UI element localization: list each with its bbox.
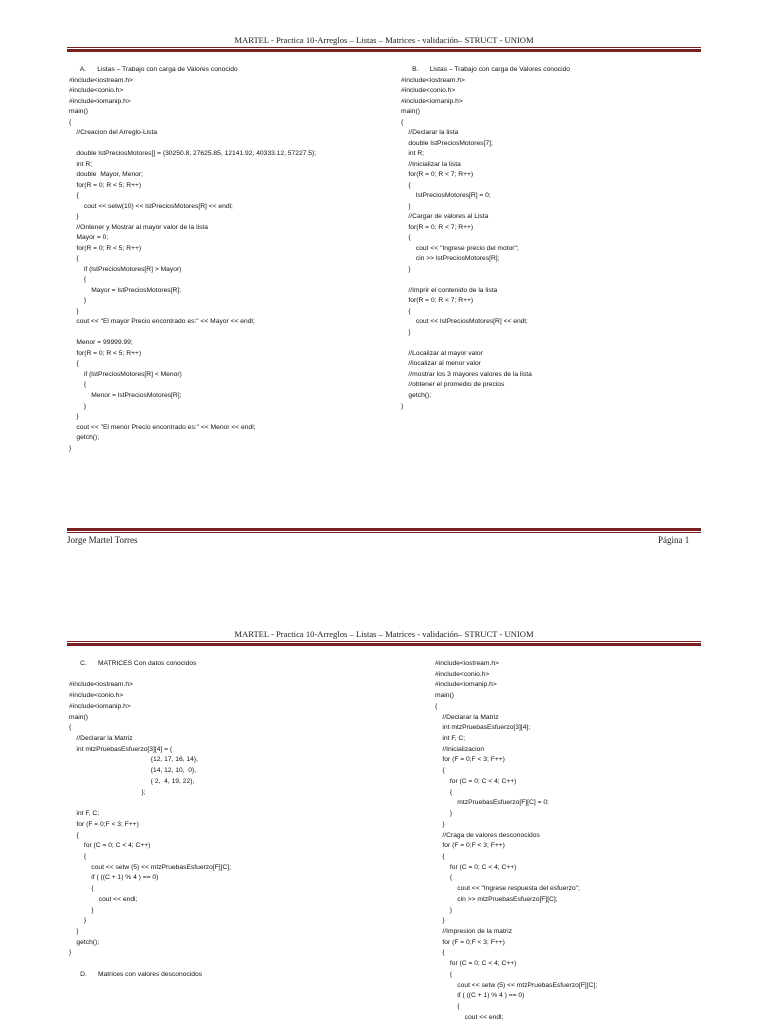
code-line: cout << "El menor Precio encontrado es:" << Menor << endl; (69, 423, 256, 431)
code-line: B. Listas – Trabajo con carga de Valores conocido (401, 66, 571, 73)
code-line: { (401, 307, 411, 315)
code-line: { (435, 852, 445, 860)
code-line: { (401, 118, 404, 126)
code-line: { (435, 788, 453, 796)
page1-left-code (69, 65, 316, 454)
code-line: } (435, 810, 453, 818)
code-line: for(R = 0; R < 7; R++) (401, 223, 474, 231)
code-line: for (F = 0;F < 3; F++) (69, 820, 139, 828)
code-line: #include<iomanip.h> (69, 97, 131, 105)
code-line: for (C = 0; C < 4; C++) (69, 842, 151, 850)
code-line: for(R = 0; R < 5; R++) (69, 181, 142, 189)
code-line: Menor = lstPreciosMotores[R]; (69, 391, 182, 399)
code-line: double Mayor, Menor; (69, 171, 143, 179)
code-line: //Craga de valores desconocidos (435, 831, 540, 839)
code-line (69, 328, 316, 339)
code-line: int F, C; (435, 735, 466, 743)
code-line: //Declarar la lista (401, 129, 459, 137)
code-line: { (69, 724, 72, 732)
code-line: } (69, 307, 79, 315)
code-line: cout << setw (5) << mtzPruebasEsfuerzo[F][C]; (435, 981, 598, 989)
code-line: cout << endl; (69, 895, 138, 903)
code-line: #include<iomanip.h> (69, 702, 131, 710)
page2-header-rule (67, 641, 701, 646)
code-line: for (C = 0; C < 4; C++) (435, 960, 517, 968)
code-line (401, 275, 570, 286)
code-line: //Inicializar la lista (401, 160, 461, 168)
code-line: cout << setw (5) << mtzPruebasEsfuerzo[F][C]; (69, 863, 232, 871)
code-line: for(R = 0; R < 5; R++) (69, 349, 142, 357)
code-line: lstPreciosMotores[R] = 0; (401, 192, 491, 200)
code-line: double lstPreciosMotores[7]; (401, 139, 493, 147)
page2-header: MARTEL - Practica 10-Arreglos – Listas – Matrices - validación– STRUCT - UNIOM (234, 629, 534, 639)
code-line: { 2, 4, 19, 22}, (69, 777, 195, 785)
code-line: { (69, 118, 72, 126)
code-line: cout << "El mayor Precio encontrado es:" << Mayor << endl; (69, 318, 255, 326)
code-line: {12, 17, 16, 14}, (69, 756, 198, 764)
code-line: for(R = 0; R < 5; R++) (69, 244, 142, 252)
code-line: A. Listas – Trabajo con carga de Valores conocido (69, 66, 238, 73)
code-line: //Localizar al mayor valor (401, 349, 483, 357)
code-line: //Impresion de la matriz (435, 927, 512, 935)
code-line: { (69, 276, 87, 284)
code-line: { (401, 181, 411, 189)
code-line: cout << "Ingrese respuesta del esfuerzo"; (435, 885, 580, 893)
code-line: { (69, 255, 79, 263)
code-line: { (401, 234, 411, 242)
code-line: for (C = 0; C < 4; C++) (435, 777, 517, 785)
code-line: { (435, 874, 453, 882)
code-line: {14, 12, 10, 0}, (69, 767, 197, 775)
code-line (69, 959, 231, 970)
code-line (69, 670, 231, 681)
code-line: main() (69, 713, 88, 721)
code-line: } (69, 413, 79, 421)
page1-header: MARTEL - Practica 10-Arreglos – Listas – Matrices - validación– STRUCT - UNIOM (234, 35, 534, 45)
code-line: cin >> mtzPruebasEsfuerzo[F][C]; (435, 895, 558, 903)
code-line: //Creacion del Arreglo-Lista (69, 129, 158, 137)
code-line: //obtener el promedio de precios (401, 381, 505, 389)
code-line: //Cargar de valores al Lista (401, 213, 489, 221)
page2-left-code (69, 659, 231, 981)
code-line: } (69, 402, 87, 410)
code-line: #include<conio.h> (401, 87, 456, 95)
page2-right-code (435, 659, 597, 1023)
code-line: }; (69, 788, 146, 796)
code-line: //Declarar la Matriz (69, 735, 133, 743)
code-line: } (69, 927, 79, 935)
code-line: { (69, 360, 79, 368)
code-line: } (435, 906, 453, 914)
code-line: getch(); (69, 434, 100, 442)
code-line: if ( ((C + 1) % 4 ) == 0) (435, 992, 525, 1000)
code-line: if (lstPreciosMotores[R] > Mayor) (69, 265, 182, 273)
code-line: } (435, 917, 445, 925)
code-line: cout << "Ingrese precio del motor"; (401, 244, 519, 252)
code-line: } (401, 402, 404, 410)
code-line: for (F = 0;F < 3; F++) (435, 756, 505, 764)
code-line: cout << lstPreciosMotores[R] << endl; (401, 318, 528, 326)
code-line: int mtzPruebasEsfuerzo[3][4] = { (69, 745, 173, 753)
code-line: int mtzPruebasEsfuerzo[3][4]; (435, 724, 531, 732)
code-line: { (435, 702, 438, 710)
code-line: double lstPreciosMotores[] = {30250.8, 27625.85, 12141.92, 40333.12, 57227.5}; (69, 150, 317, 158)
code-line: } (69, 949, 72, 957)
code-line: main() (435, 692, 454, 700)
code-line: //localizar al menor valor (401, 360, 481, 368)
code-line: Mayor = lstPreciosMotores[R]; (69, 286, 182, 294)
code-line: } (435, 820, 445, 828)
code-line: C. MATRICES Con datos conocidos (69, 660, 197, 667)
code-line: cin >> lstPreciosMotores[R]; (401, 255, 500, 263)
code-line: #include<iomanip.h> (435, 681, 497, 689)
code-line: for (C = 0; C < 4; C++) (435, 863, 517, 871)
code-line: } (69, 906, 94, 914)
code-line: Menor = 99999.99; (69, 339, 133, 347)
code-line: { (69, 831, 79, 839)
page1-header-rule (67, 47, 701, 52)
code-line (69, 798, 231, 809)
code-line: } (401, 202, 411, 210)
code-line: #include<iostream.h> (69, 681, 133, 689)
code-line: { (435, 1003, 460, 1010)
code-line: //Imprir el contenido de la lista (401, 286, 498, 294)
code-line (401, 338, 570, 349)
code-line: } (69, 297, 87, 305)
code-line: } (69, 917, 87, 925)
code-line: cout << endl; (435, 1013, 504, 1021)
code-line: int F, C; (69, 810, 100, 818)
code-line: #include<conio.h> (69, 87, 124, 95)
code-line: for (F = 0;F < 3; F++) (435, 842, 505, 850)
code-line: #include<conio.h> (69, 692, 124, 700)
code-line: for (F = 0;F < 3; F++) (435, 938, 505, 946)
code-line: //Declarar la Matriz (435, 713, 499, 721)
code-line: } (69, 444, 72, 452)
page1-footer-page-number: Página 1 (658, 535, 690, 545)
code-line: { (435, 767, 445, 775)
code-line: cout << setw(10) << lstPreciosMotores[R] << endl; (69, 202, 233, 210)
code-line: #include<iostream.h> (435, 660, 499, 667)
code-line: } (401, 265, 411, 273)
code-line: #include<iostream.h> (401, 76, 465, 84)
code-line: { (69, 852, 87, 860)
code-line (69, 139, 316, 150)
page1-footer-rule (67, 528, 701, 533)
code-line: #include<iomanip.h> (401, 97, 463, 105)
code-line: for(R = 0; R < 7; R++) (401, 297, 474, 305)
page1-footer-author: Jorge Martel Torres (67, 535, 138, 545)
code-line: if ( ((C + 1) % 4 ) == 0) (69, 874, 159, 882)
code-line: { (435, 949, 445, 957)
code-line: //Ontener y Mostrar al mayor valor de la lista (69, 223, 209, 231)
code-line: int R; (69, 160, 93, 168)
code-line: { (435, 970, 453, 978)
code-line: Mayor = 0; (69, 234, 109, 242)
code-line: D. Matrices con valores desconocidos (69, 970, 203, 978)
code-line: { (69, 381, 87, 389)
code-line: } (401, 328, 411, 336)
code-line: getch(); (69, 938, 100, 946)
code-line: #include<conio.h> (435, 670, 490, 678)
code-line: { (69, 885, 94, 893)
code-line: } (69, 213, 79, 221)
code-line: #include<iostream.h> (69, 76, 133, 84)
code-line: { (69, 192, 79, 200)
page1-right-code (401, 65, 570, 412)
code-line: if (lstPreciosMotores[R] < Menor) (69, 370, 182, 378)
code-line: for(R = 0; R < 7; R++) (401, 171, 474, 179)
code-line: main() (69, 108, 88, 116)
code-line: main() (401, 108, 420, 116)
code-line: mtzPruebasEsfuerzo[F][C] = 0; (435, 799, 549, 807)
code-line: int R; (401, 150, 425, 158)
code-line: //Inicializacion (435, 745, 485, 753)
code-line: getch(); (401, 391, 432, 399)
code-line: //mostrar los 3 mayores valores de la lista (401, 370, 532, 378)
